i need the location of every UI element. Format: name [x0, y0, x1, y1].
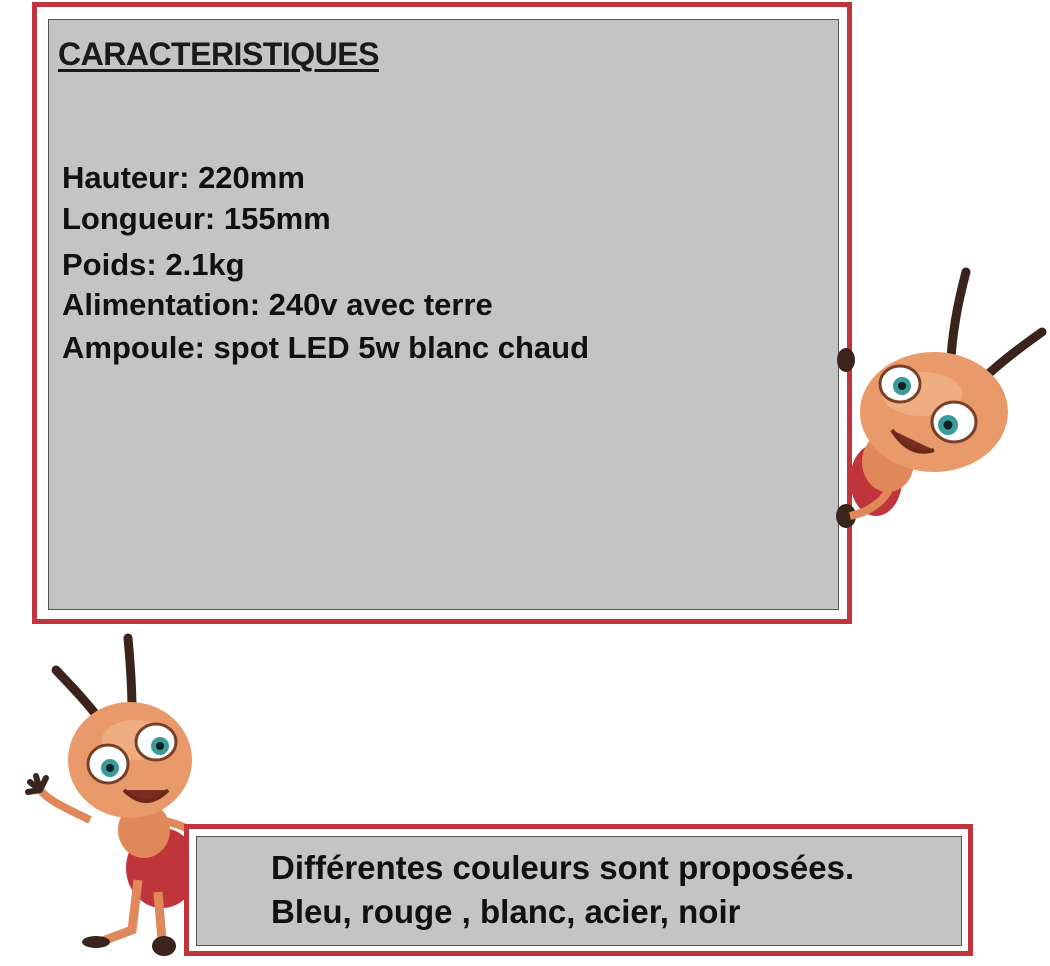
specifications-title: CARACTERISTIQUES — [58, 36, 379, 72]
specifications-panel — [48, 19, 839, 610]
colors-intro: Différentes couleurs sont proposées. — [271, 849, 855, 886]
colors-panel — [196, 836, 962, 946]
colors-list: Bleu, rouge , blanc, acier, noir — [271, 893, 741, 930]
spec-weight: Poids: 2.1kg — [62, 247, 245, 282]
colors-frame — [184, 824, 973, 956]
spec-length: Longueur: 155mm — [62, 201, 331, 236]
spec-height: Hauteur: 220mm — [62, 160, 305, 195]
ant-mascot-peeking-illustration — [830, 262, 1050, 542]
spec-power-supply: Alimentation: 240v avec terre — [62, 287, 493, 322]
spec-bulb: Ampoule: spot LED 5w blanc chaud — [62, 330, 590, 365]
specifications-frame — [32, 2, 852, 624]
